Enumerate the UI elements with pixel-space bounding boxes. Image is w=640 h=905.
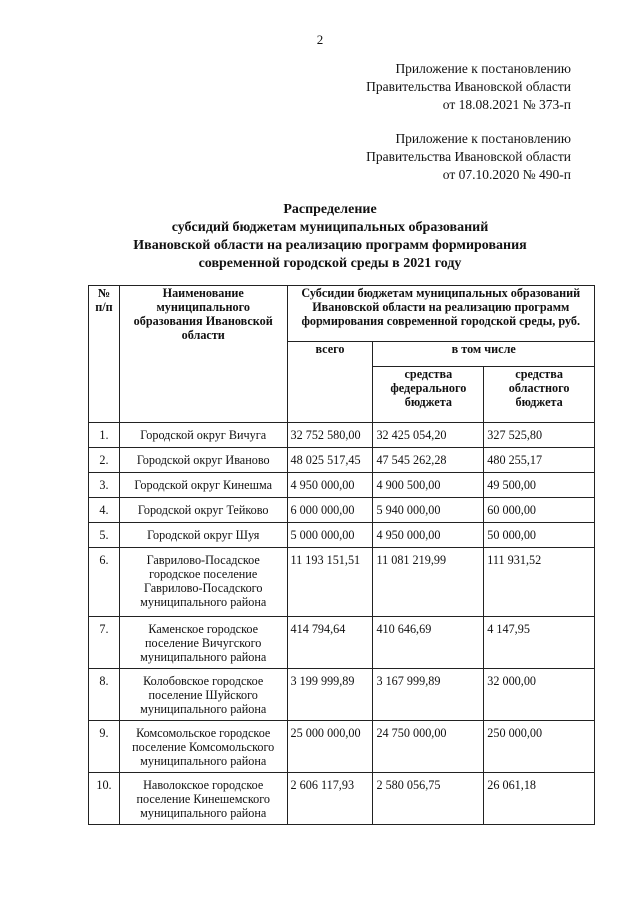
- regional-amount-cell: 26 061,18: [484, 773, 595, 825]
- header-federal-budget: средства федерального бюджета: [373, 367, 484, 423]
- row-number-cell: 1.: [89, 423, 120, 448]
- regional-amount-cell: 480 255,17: [484, 448, 595, 473]
- table-row: [89, 498, 595, 523]
- federal-amount-cell: 2 580 056,75: [373, 773, 484, 825]
- municipality-name-cell: Каменское городское поселение Вичугского муниципального района: [119, 617, 287, 669]
- federal-amount-cell: 32 425 054,20: [373, 423, 484, 448]
- municipality-name-cell: Наволокское городское поселение Кинешемского муниципального района: [119, 773, 287, 825]
- regional-amount-cell: 327 525,80: [484, 423, 595, 448]
- federal-amount-cell: 410 646,69: [373, 617, 484, 669]
- header-municipality-name: Наименование муниципального образования Ивановской области: [119, 286, 287, 423]
- row-number-cell: 5.: [89, 523, 120, 548]
- appendix-line: от 07.10.2020 № 490-п: [442, 167, 571, 182]
- federal-amount-cell: 4 950 000,00: [373, 523, 484, 548]
- row-number-cell: 8.: [89, 669, 120, 721]
- regional-amount-cell: 111 931,52: [484, 548, 595, 617]
- row-number-cell: 6.: [89, 548, 120, 617]
- row-number-cell: 4.: [89, 498, 120, 523]
- municipality-name-cell: Городской округ Тейково: [119, 498, 287, 523]
- appendix-line: Приложение к постановлению: [395, 61, 571, 76]
- title-line: Ивановской области на реализацию программ формирования: [133, 238, 527, 253]
- row-number-cell: 7.: [89, 617, 120, 669]
- federal-amount-cell: 47 545 262,28: [373, 448, 484, 473]
- total-amount-cell: 414 794,64: [287, 617, 373, 669]
- document-title: [0, 201, 640, 273]
- appendix-reference-2020: [366, 130, 571, 184]
- federal-amount-cell: 5 940 000,00: [373, 498, 484, 523]
- appendix-reference-2021: [366, 60, 571, 114]
- table-row: [89, 473, 595, 498]
- header-subsidy: Субсидии бюджетам муниципальных образований Ивановской области на реализацию программ формирования современной городской среды, руб.: [287, 286, 595, 342]
- subsidy-distribution-table: [88, 285, 595, 825]
- appendix-line: Приложение к постановлению: [395, 131, 571, 146]
- federal-amount-cell: 24 750 000,00: [373, 721, 484, 773]
- total-amount-cell: 3 199 999,89: [287, 669, 373, 721]
- total-amount-cell: 4 950 000,00: [287, 473, 373, 498]
- table-row: [89, 523, 595, 548]
- total-amount-cell: 11 193 151,51: [287, 548, 373, 617]
- federal-amount-cell: 3 167 999,89: [373, 669, 484, 721]
- appendix-line: Правительства Ивановской области: [366, 149, 571, 164]
- title-line: Распределение: [283, 202, 377, 217]
- federal-amount-cell: 4 900 500,00: [373, 473, 484, 498]
- table-row: [89, 721, 595, 773]
- regional-amount-cell: 32 000,00: [484, 669, 595, 721]
- federal-amount-cell: 11 081 219,99: [373, 548, 484, 617]
- total-amount-cell: 48 025 517,45: [287, 448, 373, 473]
- header-row-number: № п/п: [89, 286, 120, 423]
- municipality-name-cell: Гаврилово-Посадское городское поселение Гаврилово-Посадского муниципального района: [119, 548, 287, 617]
- title-line: современной городской среды в 2021 году: [198, 256, 462, 271]
- table-row: [89, 548, 595, 617]
- row-number-cell: 3.: [89, 473, 120, 498]
- table-row: [89, 617, 595, 669]
- total-amount-cell: 6 000 000,00: [287, 498, 373, 523]
- regional-amount-cell: 4 147,95: [484, 617, 595, 669]
- municipality-name-cell: Городской округ Шуя: [119, 523, 287, 548]
- header-regional-budget: средства областного бюджета: [484, 367, 595, 423]
- regional-amount-cell: 50 000,00: [484, 523, 595, 548]
- total-amount-cell: 5 000 000,00: [287, 523, 373, 548]
- table-row: [89, 669, 595, 721]
- total-amount-cell: 2 606 117,93: [287, 773, 373, 825]
- municipality-name-cell: Городской округ Кинешма: [119, 473, 287, 498]
- page-number: 2: [316, 32, 324, 47]
- regional-amount-cell: 49 500,00: [484, 473, 595, 498]
- header-total: всего: [287, 342, 373, 423]
- row-number-cell: 2.: [89, 448, 120, 473]
- regional-amount-cell: 250 000,00: [484, 721, 595, 773]
- table-row: [89, 773, 595, 825]
- municipality-name-cell: Городской округ Вичуга: [119, 423, 287, 448]
- municipality-name-cell: Колобовское городское поселение Шуйского муниципального района: [119, 669, 287, 721]
- row-number-cell: 10.: [89, 773, 120, 825]
- row-number-cell: 9.: [89, 721, 120, 773]
- municipality-name-cell: Комсомольское городское поселение Комсомольского муниципального района: [119, 721, 287, 773]
- regional-amount-cell: 60 000,00: [484, 498, 595, 523]
- municipality-name-cell: Городской округ Иваново: [119, 448, 287, 473]
- appendix-line: от 18.08.2021 № 373-п: [442, 97, 571, 112]
- total-amount-cell: 25 000 000,00: [287, 721, 373, 773]
- table-row: [89, 448, 595, 473]
- title-line: субсидий бюджетам муниципальных образований: [171, 220, 489, 235]
- header-including: в том числе: [373, 342, 595, 367]
- total-amount-cell: 32 752 580,00: [287, 423, 373, 448]
- appendix-line: Правительства Ивановской области: [366, 79, 571, 94]
- table-row: [89, 423, 595, 448]
